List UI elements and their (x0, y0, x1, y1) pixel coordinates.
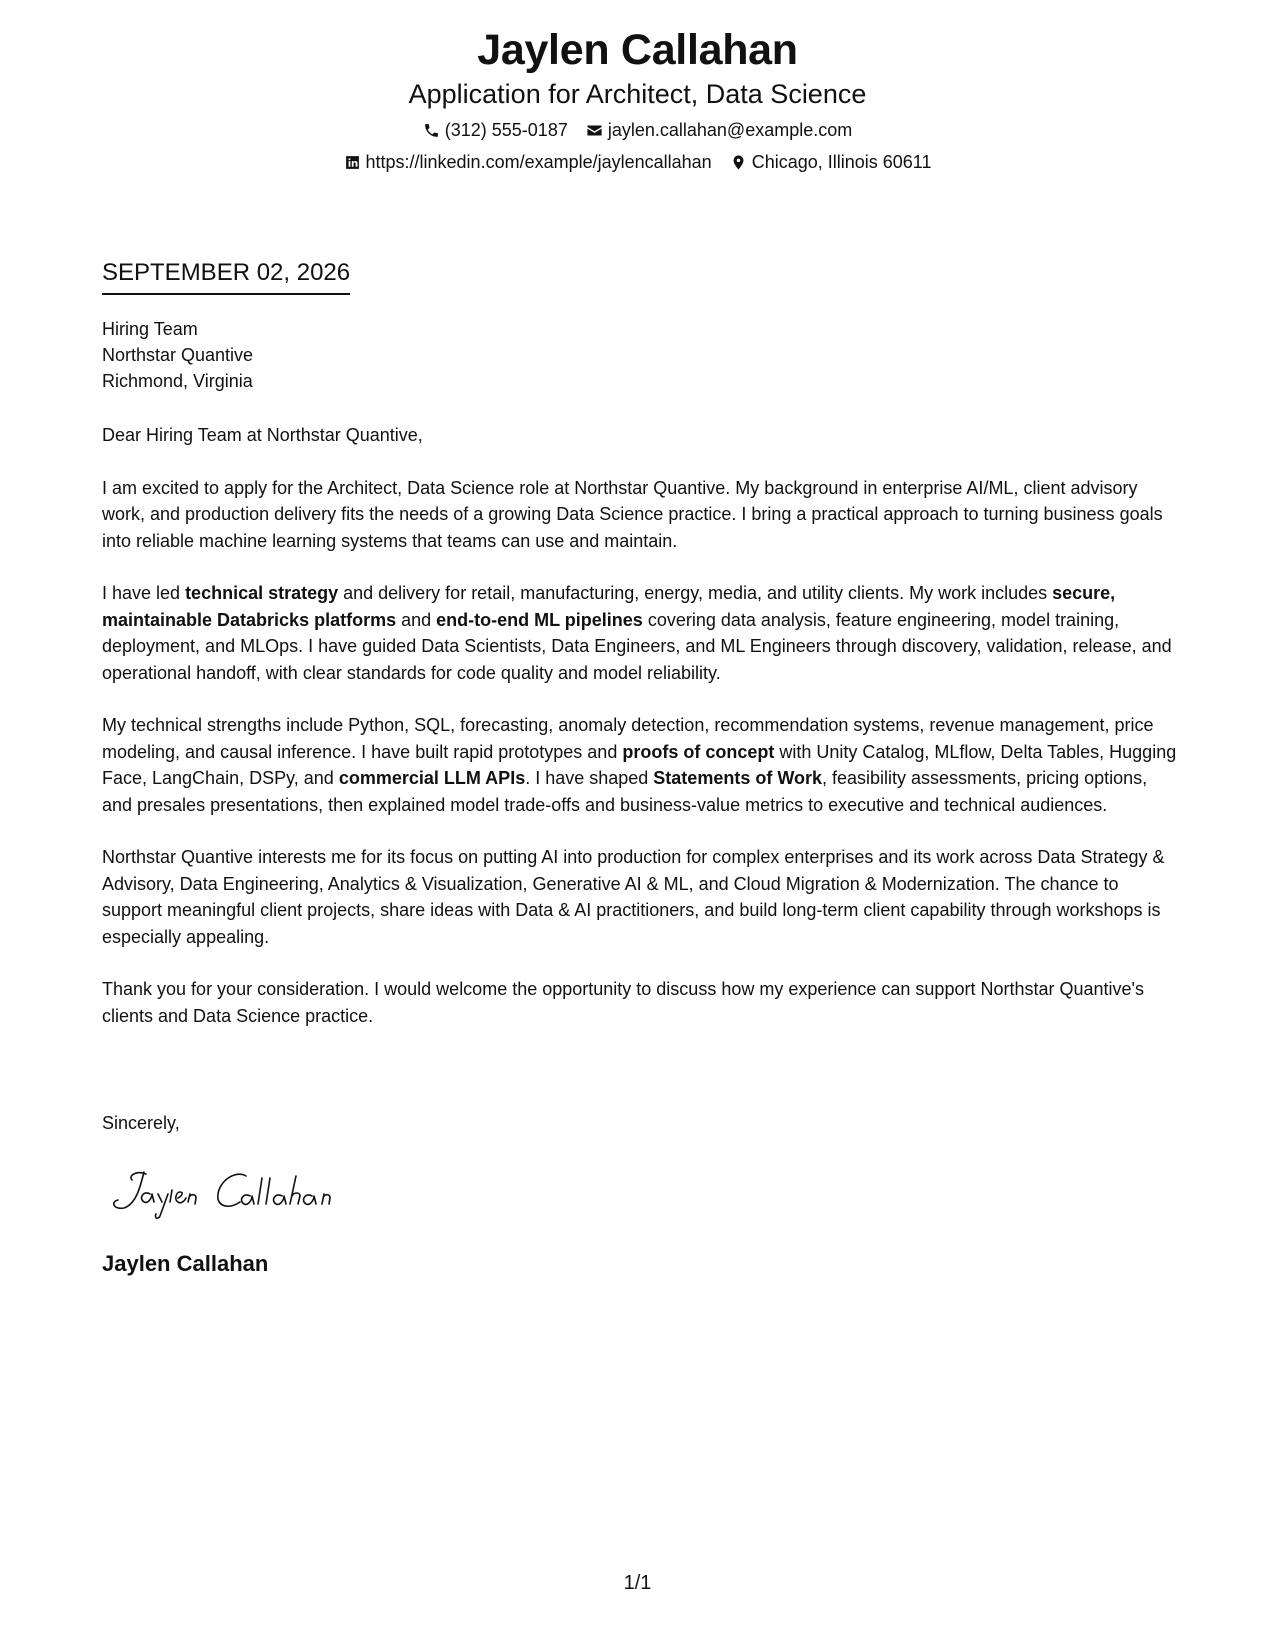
salutation: Dear Hiring Team at Northstar Quantive, (102, 425, 423, 445)
text-run: My technical strengths include Python, SQL, forecasting, anomaly detection, recommendation systems, revenue management, price modeling, and causal inference. I have built rapid prototypes and (102, 715, 1154, 762)
bold-run: secure, maintainable Databricks platforms (102, 583, 1116, 630)
email-contact[interactable] (586, 118, 852, 142)
closing: Sincerely, (102, 1113, 180, 1133)
paragraph-strengths (102, 712, 1177, 818)
application-subtitle: Application for Architect, Data Science (408, 79, 867, 109)
envelope-icon (586, 122, 603, 139)
bold-run: proofs of concept (622, 741, 775, 762)
bold-run: end-to-end ML pipelines (436, 609, 643, 630)
text-run: , feasibility assessments, pricing options, and presales presentations, then explained model trade-offs and business-value metrics to executive and technical audiences. (102, 768, 1148, 815)
bold-run: commercial LLM APIs (338, 768, 526, 788)
text-run: I have led (102, 583, 186, 603)
location-contact (730, 150, 932, 174)
paragraph-company-interest: Northstar Quantive interests me for its focus on putting AI into production for complex enterprises and its work across Data Strategy & Advisory, Data Engineering, Analytics & Visualization, Generative AI & ML, and Cloud Migration & Modernization. The chance to support meaningful client projects, share ideas with Data & AI practitioners, and build long-term client capability through workshops is especially appealing. (102, 847, 1165, 947)
signed-name: Jaylen Callahan (102, 1251, 269, 1276)
text-run: with Unity Catalog, MLflow, Delta Tables, Hugging Face, LangChain, DSPy, and (102, 741, 1177, 788)
location-text: Chicago, Illinois 60611 (751, 152, 932, 172)
bold-run: technical strategy (185, 583, 339, 603)
linkedin-contact[interactable] (344, 150, 712, 174)
recipient-company: Northstar Quantive (102, 345, 254, 365)
letter-date: SEPTEMBER 02, 2026 (102, 258, 350, 295)
handwritten-signature (106, 1160, 366, 1220)
linkedin-icon (344, 154, 361, 171)
letter-header (0, 24, 1275, 174)
paragraph-intro: I am excited to apply for the Architect, Data Science role at Northstar Quantive. My background in enterprise AI/ML, client advisory work, and production delivery fits the needs of a growing Data Science practice. I bring a practical approach to turning business goals into reliable machine learning systems that teams can use and maintain. (102, 477, 1163, 551)
phone-number: (312) 555-0187 (444, 120, 568, 140)
text-run: covering data analysis, feature engineering, model training, deployment, and MLOps. I have guided Data Scientists, Data Engineers, and ML Engineers through discovery, validation, release, and operational handoff, with clear standards for code quality and model reliability. (102, 609, 1172, 683)
phone-icon (423, 122, 440, 139)
recipient-location: Richmond, Virginia (102, 371, 253, 391)
contact-row-1 (0, 118, 1275, 142)
map-pin-icon (730, 154, 747, 171)
paragraph-thanks: Thank you for your consideration. I would welcome the opportunity to discuss how my experience can support Northstar Quantive's clients and Data Science practice. (102, 979, 1144, 1026)
letter-body (102, 422, 1177, 1055)
text-run: . I have shaped (525, 768, 654, 788)
linkedin-url[interactable]: https://linkedin.com/example/jaylencallahan (365, 152, 712, 172)
text-run: and delivery for retail, manufacturing, energy, media, and utility clients. My work includes (338, 583, 1053, 603)
bold-run: Statements of Work (653, 768, 822, 788)
text-run: and (396, 609, 437, 630)
email-address[interactable]: jaylen.callahan@example.com (607, 120, 853, 140)
page-number: 1/1 (623, 1572, 652, 1594)
recipient-block (102, 316, 253, 394)
applicant-name: Jaylen Callahan (477, 26, 798, 74)
phone-contact (423, 118, 568, 142)
paragraph-experience (102, 580, 1177, 686)
contact-row-2 (0, 150, 1275, 174)
recipient-line: Hiring Team (102, 319, 198, 339)
